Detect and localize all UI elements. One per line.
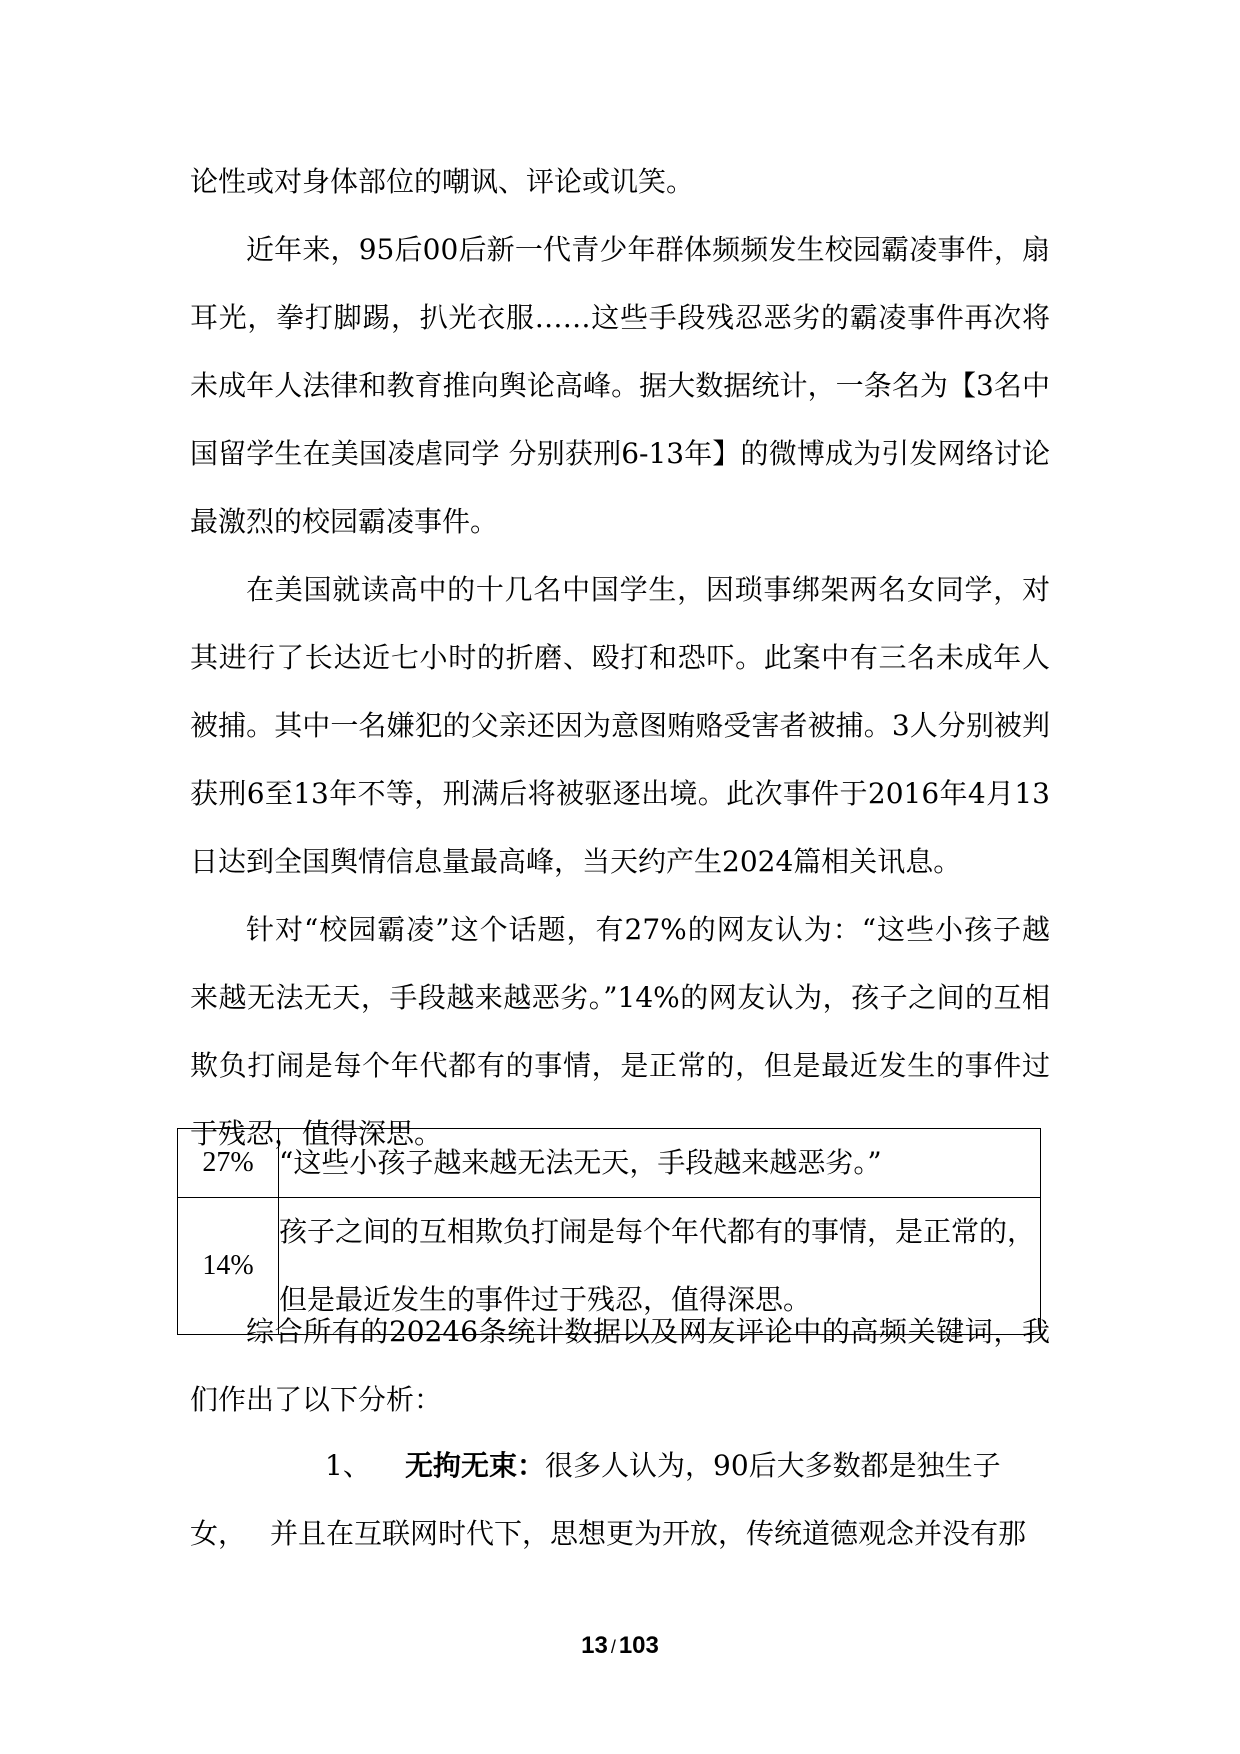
paragraph-case-detail: 在美国就读高中的十几名中国学生，因琐事绑架两名女同学，对其进行了长达近七小时的折磨、殴打和恐吓。此案中有三名未成年人被捕。其中一名嫌犯的父亲还因为意图贿赂受害者被捕。3人分别被判获刑6至13年不等，刑满后将被驱逐出境。此次事件于2016年4月13日达到全国舆情信息量最高峰，当天约产生2024篇相关讯息。	[190, 573, 1050, 878]
page-number	[0, 1632, 1240, 1660]
body-text-bottom	[190, 1298, 1050, 1434]
page-total: 103	[618, 1632, 659, 1659]
paragraph-summary: 综合所有的20246条统计数据以及网友评论中的高频关键词，我们作出了以下分析：	[190, 1315, 1050, 1416]
body-text-top	[190, 148, 1050, 1168]
percent-cell: 27%	[178, 1129, 279, 1198]
paragraph-netizen-opinion: 针对“校园霸凌”这个话题，有27%的网友认为：“这些小孩子越来越无法无天，手段越来越恶劣。”14%的网友认为，孩子之间的互相欺负打闹是每个年代都有的事情，是正常的，但是最近发生的事件过于残忍，值得深思。	[190, 913, 1050, 1150]
opinion-cell: “这些小孩子越来越无法无天，手段越来越恶劣。”	[279, 1129, 1041, 1198]
list-number: 1、	[325, 1449, 371, 1482]
table-row	[178, 1129, 1041, 1198]
paragraph-continuation: 论性或对身体部位的嘲讽、评论或讥笑。	[190, 165, 695, 198]
list-text: 很多人认为，90后大多数都是独生子女，	[190, 1449, 1001, 1550]
analysis-list-continuation: 并且在互联网时代下，思想更为开放，传统道德观念并没有那	[270, 1517, 1027, 1550]
page-separator: /	[610, 1637, 616, 1657]
opinion-cell: 孩子之间的互相欺负打闹是每个年代都有的事情，是正常的，但是最近发生的事件过于残忍，值得深思。	[279, 1198, 1041, 1335]
paragraph-bullying-overview: 近年来，95后00后新一代青少年群体频频发生校园霸凌事件，扇耳光，拳打脚踢，扒光衣服……这些手段残忍恶劣的霸凌事件再次将未成年人法律和教育推向舆论高峰。据大数据统计，一条名为【3名中国留学生在美国凌虐同学 分别获刑6-13年】的微博成为引发网络讨论最激烈的校园霸凌事件。	[190, 233, 1050, 538]
page-current: 13	[581, 1632, 608, 1659]
percent-cell: 14%	[178, 1198, 279, 1335]
list-keyword: 无拘无束：	[405, 1449, 546, 1482]
